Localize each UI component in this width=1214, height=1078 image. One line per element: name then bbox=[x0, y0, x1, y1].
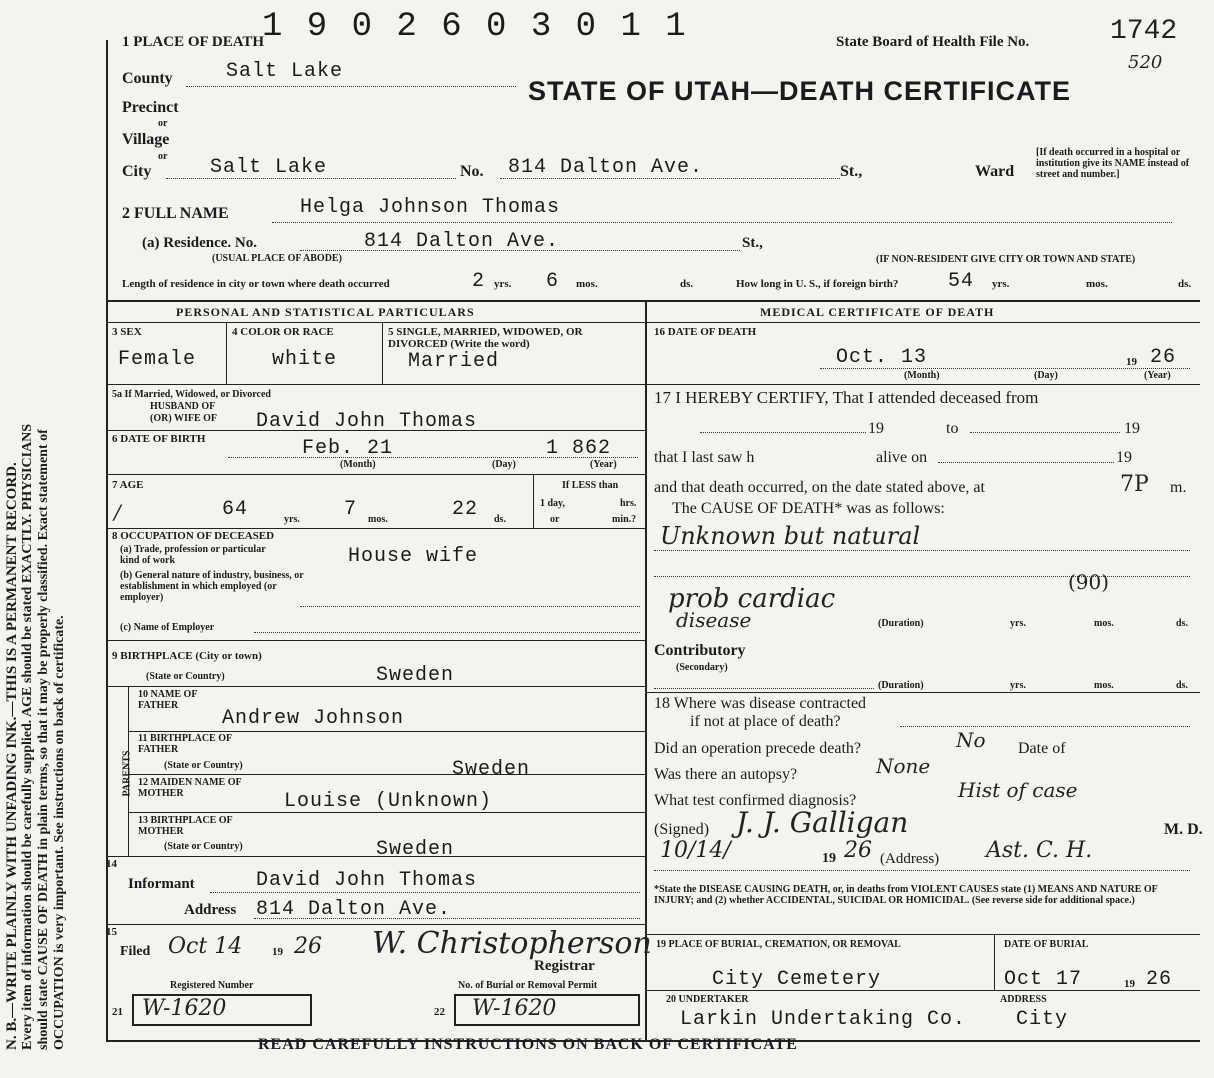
mother-birthplace-sub: (State or Country) bbox=[164, 841, 243, 852]
dur-yrs-2: yrs. bbox=[1010, 680, 1026, 691]
mother-birthplace-value: Sweden bbox=[376, 838, 455, 861]
dob-month-day: Feb. 21 bbox=[302, 437, 394, 460]
age-mos: 7 bbox=[344, 498, 358, 521]
hrs-label: hrs. bbox=[620, 498, 637, 509]
mother-birthplace-label: 13 BIRTHPLACE OF MOTHER bbox=[138, 815, 233, 837]
dob-label: 6 DATE OF BIRTH bbox=[112, 433, 206, 445]
color-label: 4 COLOR OR RACE bbox=[232, 326, 334, 338]
cause-line-3: disease bbox=[676, 608, 752, 632]
dod-month-label: (Month) bbox=[904, 370, 940, 381]
duration-label-2: (Duration) bbox=[878, 680, 924, 691]
signed-year: 26 bbox=[844, 838, 872, 863]
occupation-b-label: (b) General nature of industry, business, or establishment in which employed (or employer) bbox=[120, 570, 304, 603]
marital-value: Married bbox=[408, 350, 500, 373]
us-yrs-label: yrs. bbox=[992, 278, 1010, 290]
cause-code: (90) bbox=[1068, 570, 1110, 594]
age-yrs: 64 bbox=[222, 498, 249, 521]
file-no-sub: 520 bbox=[1128, 52, 1163, 73]
place-of-death-label: 1 PLACE OF DEATH bbox=[122, 34, 265, 50]
dod-year-label: (Year) bbox=[1144, 370, 1171, 381]
father-birthplace-value: Sweden bbox=[452, 758, 531, 781]
side-note-line-1: N. B.—WRITE PLAINLY WITH UNFADING INK.—THIS IS A PERMANENT RECORD. bbox=[4, 462, 20, 1050]
min-label: min.? bbox=[612, 514, 637, 525]
age-ds-label: ds. bbox=[494, 514, 506, 525]
side-note-line-4: OCCUPATION is very important. See instructions on back of certificate. bbox=[52, 615, 67, 1050]
undertaker-value: Larkin Undertaking Co. bbox=[680, 1008, 967, 1031]
side-margin-instructions bbox=[4, 50, 68, 1050]
nonresident-note: (IF NON-RESIDENT GIVE CITY OR TOWN AND STATE) bbox=[876, 254, 1136, 265]
residence-label: (a) Residence. No. bbox=[142, 235, 257, 251]
time-m-label: m. bbox=[1170, 479, 1187, 496]
street-no-label: No. bbox=[460, 163, 484, 180]
q18-label-2: if not at place of death? bbox=[690, 713, 841, 730]
dur-ds-2: ds. bbox=[1176, 680, 1188, 691]
burial-permit-label: No. of Burial or Removal Permit bbox=[458, 980, 598, 991]
burial-permit-value: W-1620 bbox=[472, 996, 557, 1021]
burial-date-label: DATE OF BURIAL bbox=[1004, 939, 1089, 950]
form-left-border bbox=[106, 40, 108, 1040]
serial-number: 1 9 0 2 6 0 3 0 1 1 bbox=[262, 8, 688, 46]
filed-no: 15 bbox=[106, 926, 117, 938]
dob-day-label: (Day) bbox=[492, 459, 516, 470]
length-yrs-label: yrs. bbox=[494, 278, 512, 290]
age-check: / bbox=[114, 500, 121, 524]
burial-place-label: 19 PLACE OF BURIAL, CREMATION, OR REMOVAL bbox=[656, 939, 901, 950]
us-mos-label: mos. bbox=[1086, 278, 1108, 290]
undertaker-address-label: ADDRESS bbox=[1000, 994, 1047, 1005]
medical-heading: MEDICAL CERTIFICATE OF DEATH bbox=[760, 305, 995, 319]
length-yrs: 2 bbox=[472, 270, 486, 293]
ward-label: Ward bbox=[975, 163, 1015, 180]
dob-month-label: (Month) bbox=[340, 459, 376, 470]
undertaker-address: City bbox=[1016, 1008, 1069, 1031]
undertaker-label: 20 UNDERTAKER bbox=[666, 994, 749, 1005]
secondary-label: (Secondary) bbox=[676, 662, 728, 673]
burial-date-value: Oct 17 bbox=[1004, 968, 1083, 991]
city-value: Salt Lake bbox=[210, 156, 328, 179]
precinct-label: Precinct bbox=[122, 99, 179, 116]
father-birthplace-label: 11 BIRTHPLACE OF FATHER bbox=[138, 733, 232, 755]
less-than-label: If LESS than bbox=[562, 480, 619, 491]
hospital-note: [If death occurred in a hospital or institution give its NAME instead of street and number.] bbox=[1036, 147, 1190, 180]
physician-address: Ast. C. H. bbox=[986, 838, 1093, 863]
side-note-line-2: Every item of information should be carefully supplied. AGE should be stated EXACTLY. PHYSICIANS bbox=[20, 423, 35, 1050]
autopsy-value: None bbox=[876, 754, 931, 778]
birthplace-label: 9 BIRTHPLACE (City or town) bbox=[112, 650, 262, 662]
occupation-value: House wife bbox=[348, 545, 479, 568]
cause-line-2: prob cardiac bbox=[668, 584, 836, 614]
physician-address-label: (Address) bbox=[880, 851, 940, 867]
cert-19a: 19 bbox=[868, 420, 884, 437]
length-residence-label: Length of residence in city or town where death occurred bbox=[122, 278, 390, 290]
mother-value: Louise (Unknown) bbox=[284, 790, 493, 813]
last-19: 19 bbox=[1116, 449, 1132, 466]
dob-year-label: (Year) bbox=[590, 459, 617, 470]
spouse-label-2: HUSBAND OF bbox=[150, 401, 216, 412]
file-no-label: State Board of Health File No. bbox=[836, 34, 1030, 50]
registrar-signature: W. Christopherson bbox=[372, 926, 652, 961]
burial-permit-no: 22 bbox=[434, 1006, 445, 1018]
burial-place-value: City Cemetery bbox=[712, 968, 882, 991]
informant-address-value: 814 Dalton Ave. bbox=[256, 898, 452, 921]
sex-value: Female bbox=[118, 348, 197, 371]
birthplace-sub-label: (State or Country) bbox=[146, 671, 225, 682]
cert-19b: 19 bbox=[1124, 420, 1140, 437]
length-ds-label: ds. bbox=[680, 278, 694, 290]
date-of-death-value: Oct. 13 bbox=[836, 346, 928, 369]
death-occurred-line: and that death occurred, on the date stated above, at bbox=[654, 479, 985, 496]
footer-instructions: READ CAREFULLY INSTRUCTIONS ON BACK OF CERTIFICATE bbox=[258, 1036, 798, 1053]
dob-year: 1 862 bbox=[546, 437, 612, 460]
length-mos-label: mos. bbox=[576, 278, 598, 290]
dur-yrs-1: yrs. bbox=[1010, 618, 1026, 629]
q18-label: 18 Where was disease contracted bbox=[654, 695, 867, 712]
occupation-a-label: (a) Trade, profession or particular kind of work bbox=[120, 544, 266, 566]
filed-date: Oct 14 bbox=[168, 934, 243, 959]
dod-day-label: (Day) bbox=[1034, 370, 1058, 381]
father-birthplace-sub: (State or Country) bbox=[164, 760, 243, 771]
residence-st-label: St., bbox=[742, 235, 763, 251]
dod-19: 19 bbox=[1126, 356, 1137, 368]
burial-19: 19 bbox=[1124, 978, 1135, 990]
certificate-title: STATE OF UTAH—DEATH CERTIFICATE bbox=[528, 76, 1071, 106]
cause-of-death-line: The CAUSE OF DEATH* was as follows: bbox=[672, 500, 945, 517]
dod-year: 26 bbox=[1150, 346, 1177, 369]
county-value: Salt Lake bbox=[226, 60, 344, 83]
street-value: 814 Dalton Ave. bbox=[508, 156, 704, 179]
parents-label: PARENTS bbox=[121, 750, 133, 797]
color-value: white bbox=[272, 348, 338, 371]
time-of-death: 7P bbox=[1120, 472, 1149, 497]
duration-label-1: (Duration) bbox=[878, 618, 924, 629]
personal-heading: PERSONAL AND STATISTICAL PARTICULARS bbox=[176, 305, 475, 319]
residence-value: 814 Dalton Ave. bbox=[364, 230, 560, 253]
contributory-label: Contributory bbox=[654, 642, 746, 659]
residence-sub-label: (USUAL PLACE OF ABODE) bbox=[212, 253, 342, 264]
informant-address-label: Address bbox=[184, 902, 237, 918]
cause-footnote: *State the DISEASE CAUSING DEATH, or, in deaths from VIOLENT CAUSES state (1) MEANS AND NATURE OF INJURY; and (2) whether ACCIDENTAL, SUICIDAL OR HOMICIDAL. (See reverse side for additional space.) bbox=[654, 884, 1158, 906]
sex-label: 3 SEX bbox=[112, 326, 142, 338]
full-name-value: Helga Johnson Thomas bbox=[300, 196, 561, 219]
street-st-label: St., bbox=[840, 163, 863, 180]
father-label: 10 NAME OF FATHER bbox=[138, 689, 198, 711]
village-label: Village bbox=[122, 131, 170, 148]
or-1: or bbox=[158, 118, 168, 129]
signed-label: (Signed) bbox=[654, 821, 710, 838]
birthplace-value: Sweden bbox=[376, 664, 455, 687]
father-value: Andrew Johnson bbox=[222, 707, 405, 730]
physician-signature: J. J. Galligan bbox=[736, 806, 909, 839]
age-label: 7 AGE bbox=[112, 479, 144, 491]
alive-on-label: alive on bbox=[876, 449, 928, 466]
date-of-label: Date of bbox=[1018, 740, 1066, 757]
autopsy-label: Was there an autopsy? bbox=[654, 766, 798, 783]
filed-year: 26 bbox=[294, 934, 322, 959]
informant-no: 14 bbox=[106, 858, 117, 870]
section-divider bbox=[106, 300, 1200, 302]
signed-19: 19 bbox=[822, 851, 836, 866]
date-of-death-label: 16 DATE OF DEATH bbox=[654, 326, 757, 338]
us-yrs: 54 bbox=[948, 270, 975, 293]
spouse-label-3: (OR) WIFE OF bbox=[150, 413, 218, 424]
county-label: County bbox=[122, 70, 173, 87]
occupation-label: 8 OCCUPATION OF DECEASED bbox=[112, 530, 275, 542]
signed-date: 10/14/ bbox=[660, 838, 731, 863]
or-label: or bbox=[550, 514, 560, 525]
test-value: Hist of case bbox=[958, 778, 1078, 802]
filed-label: Filed bbox=[120, 944, 151, 959]
length-mos: 6 bbox=[546, 270, 560, 293]
mother-label: 12 MAIDEN NAME OF MOTHER bbox=[138, 777, 242, 799]
reg-number-label: Registered Number bbox=[170, 980, 254, 991]
reg-number-value: W-1620 bbox=[142, 996, 227, 1021]
dur-mos-2: mos. bbox=[1094, 680, 1114, 691]
side-note-line-3: should state CAUSE OF DEATH in plain terms, so that it may be properly classified. Exact statement of bbox=[36, 429, 51, 1050]
certify-line: 17 I HEREBY CERTIFY, That I attended deceased from bbox=[654, 388, 1039, 407]
us-ds-label: ds. bbox=[1178, 278, 1192, 290]
age-ds: 22 bbox=[452, 498, 479, 521]
or-2: or bbox=[158, 151, 168, 162]
last-saw-label: that I last saw h bbox=[654, 449, 755, 466]
dur-mos-1: mos. bbox=[1094, 618, 1114, 629]
informant-label: Informant bbox=[128, 876, 195, 892]
spouse-value: David John Thomas bbox=[256, 410, 478, 433]
age-yrs-label: yrs. bbox=[284, 514, 300, 525]
city-label: City bbox=[122, 163, 152, 180]
dur-ds-1: ds. bbox=[1176, 618, 1188, 629]
cert-to: to bbox=[946, 420, 959, 437]
spouse-label-1: 5a If Married, Widowed, or Divorced bbox=[112, 389, 271, 400]
test-label: What test confirmed diagnosis? bbox=[654, 792, 857, 809]
occupation-c-label: (c) Name of Employer bbox=[120, 622, 215, 633]
filed-19: 19 bbox=[272, 946, 283, 958]
md-label: M. D. bbox=[1164, 821, 1203, 838]
less-day-label: 1 day, bbox=[540, 498, 566, 509]
registrar-label: Registrar bbox=[534, 958, 595, 974]
operation-value: No bbox=[956, 728, 986, 752]
us-length-label: How long in U. S., if foreign birth? bbox=[736, 278, 899, 290]
age-mos-label: mos. bbox=[368, 514, 388, 525]
cause-line-1: Unknown but natural bbox=[660, 522, 921, 550]
informant-value: David John Thomas bbox=[256, 869, 478, 892]
full-name-label: 2 FULL NAME bbox=[122, 205, 229, 222]
reg-number-no: 21 bbox=[112, 1006, 123, 1018]
file-no: 1742 bbox=[1110, 16, 1178, 47]
marital-label: 5 SINGLE, MARRIED, WIDOWED, OR DIVORCED (Write the word) bbox=[388, 326, 583, 350]
operation-label: Did an operation precede death? bbox=[654, 740, 862, 757]
burial-year: 26 bbox=[1146, 968, 1173, 991]
